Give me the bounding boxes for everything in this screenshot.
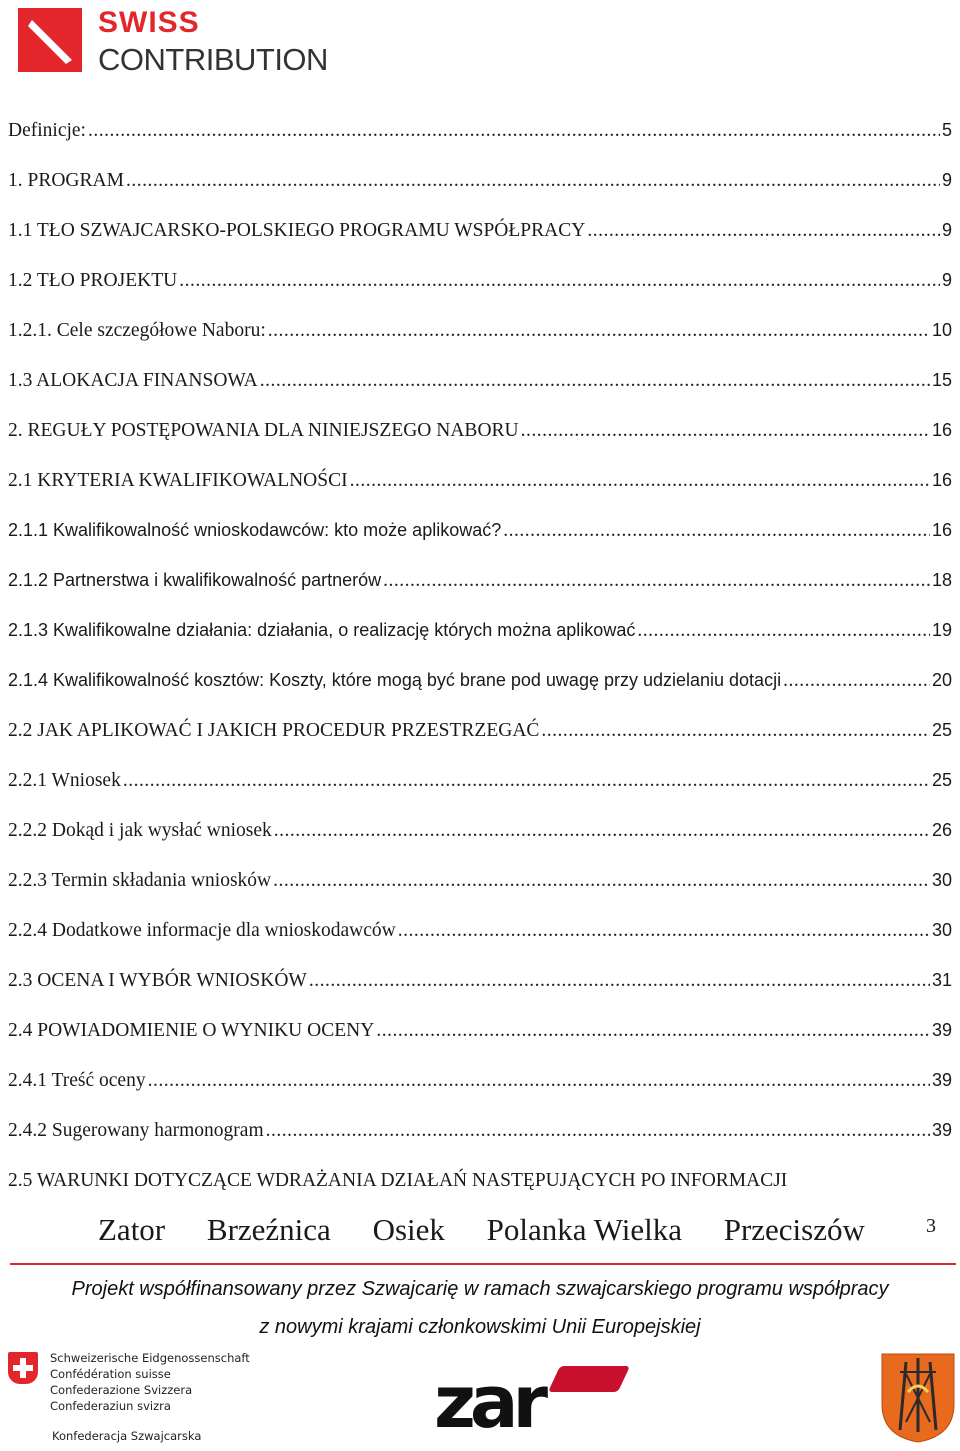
toc-entry-page: 39 <box>931 1020 952 1040</box>
toc-entry-title: 2.1.1 Kwalifikowalność wnioskodawców: kto może aplikować? <box>8 520 502 540</box>
toc-leader-dots <box>88 120 940 142</box>
toc-entry-title: 1.2.1. Cele szczegółowe Naboru: <box>8 320 266 341</box>
logo-text-contribution: CONTRIBUTION <box>98 42 328 77</box>
village-name: Brzeźnica <box>206 1212 331 1247</box>
toc-entry-page: 25 <box>931 720 952 740</box>
toc-leader-dots <box>309 970 930 992</box>
toc-entry[interactable] <box>8 670 952 700</box>
toc-entry-title: 1.2 TŁO PROJEKTU <box>8 270 178 291</box>
toc-entry-page: 30 <box>931 920 952 940</box>
toc-entry-page: 15 <box>931 370 952 390</box>
confederation-name: Confederazione Svizzera <box>50 1383 193 1397</box>
toc-entry-page: 39 <box>931 1070 952 1090</box>
toc-entry[interactable] <box>8 1070 952 1100</box>
toc-entry-page: 9 <box>941 220 952 240</box>
toc-entry-title: 2.4 POWIADOMIENIE O WYNIKU OCENY <box>8 1020 375 1041</box>
toc-leader-dots <box>541 720 930 742</box>
toc-leader-dots <box>126 170 940 192</box>
toc-entry-title: Definicje: <box>8 120 86 141</box>
toc-entry[interactable] <box>8 270 952 300</box>
toc-leader-dots <box>398 920 930 942</box>
swiss-flag-icon <box>18 8 82 72</box>
confederation-name: Schweizerische Eidgenossenschaft <box>50 1351 250 1365</box>
page-number: 3 <box>926 1215 936 1237</box>
villages-list <box>98 1212 899 1248</box>
toc-entry[interactable] <box>8 1120 952 1150</box>
toc-entry-page: 16 <box>931 470 952 490</box>
toc-entry-page: 16 <box>931 520 952 540</box>
village-name: Zator <box>98 1212 166 1247</box>
toc-leader-dots <box>350 470 930 492</box>
toc-entry-title: 2.4.2 Sugerowany harmonogram <box>8 1120 264 1141</box>
village-name: Osiek <box>372 1212 445 1247</box>
toc-leader-dots <box>383 570 930 592</box>
toc-entry-title: 2.1.4 Kwalifikowalność kosztów: Koszty, które mogą być brane pod uwagę przy udzielaniu dotacji <box>8 670 782 690</box>
toc-leader-dots <box>123 770 930 792</box>
toc-entry-title: 2.2.3 Termin składania wniosków <box>8 870 272 891</box>
toc-entry-page: 16 <box>931 420 952 440</box>
toc-entry[interactable] <box>8 170 952 200</box>
logo-text-swiss: SWISS <box>98 6 200 39</box>
toc-entry-page: 10 <box>931 320 952 340</box>
toc-entry-title: 2.2.2 Dokąd i jak wysłać wniosek <box>8 820 272 841</box>
toc-leader-dots <box>266 1120 930 1142</box>
toc-entry[interactable] <box>8 370 952 400</box>
cofunding-note-line1: Projekt współfinansowany przez Szwajcarię w ramach szwajcarskiego programu współpracy <box>71 1278 889 1300</box>
toc-entry-title: 2. REGUŁY POSTĘPOWANIA DLA NINIEJSZEGO NABORU <box>8 420 519 441</box>
toc-entry-title: 2.1.2 Partnerstwa i kwalifikowalność partnerów <box>8 570 382 590</box>
village-name: Polanka Wielka <box>486 1212 682 1247</box>
toc-entry[interactable] <box>8 520 952 550</box>
confederation-name: Confederaziun svizra <box>50 1399 171 1413</box>
toc-entry-title: 2.3 OCENA I WYBÓR WNIOSKÓW <box>8 970 307 991</box>
toc-leader-dots <box>179 270 940 292</box>
toc-entry[interactable] <box>8 420 952 450</box>
zar-logo <box>434 1360 542 1444</box>
toc-entry[interactable] <box>8 120 952 150</box>
cofunding-note-line2: z nowymi krajami członkowskimi Unii Europejskiej <box>259 1316 701 1338</box>
footer-divider <box>10 1263 956 1265</box>
coat-of-arms-icon <box>880 1352 956 1444</box>
toc-entry-page: 25 <box>931 770 952 790</box>
village-name: Przeciszów <box>723 1212 865 1247</box>
toc-entry-title: 2.1 KRYTERIA KWALIFIKOWALNOŚCI <box>8 470 348 491</box>
toc-entry-page: 31 <box>931 970 952 990</box>
toc-entry-title: 1.1 TŁO SZWAJCARSKO-POLSKIEGO PROGRAMU WSPÓŁPRACY <box>8 220 586 241</box>
toc-entry-title: 1.3 ALOKACJA FINANSOWA <box>8 370 258 391</box>
toc-entry-page: 18 <box>931 570 952 590</box>
toc-entry[interactable] <box>8 220 952 250</box>
toc-entry[interactable] <box>8 1170 952 1200</box>
toc-entry[interactable] <box>8 770 952 800</box>
toc-entry-title: 2.2.4 Dodatkowe informacje dla wnioskodawców <box>8 920 396 941</box>
toc-entry-page: 39 <box>931 1120 952 1140</box>
toc-leader-dots <box>268 320 930 342</box>
toc-entry[interactable] <box>8 620 952 650</box>
toc-entry[interactable] <box>8 820 952 850</box>
toc-leader-dots <box>637 620 930 642</box>
toc-leader-dots <box>783 670 930 692</box>
toc-leader-dots <box>274 820 930 842</box>
toc-entry-page: 9 <box>941 170 952 190</box>
toc-entry-page: 9 <box>941 270 952 290</box>
toc-entry[interactable] <box>8 1020 952 1050</box>
toc-leader-dots <box>503 520 930 542</box>
toc-leader-dots <box>376 1020 930 1042</box>
toc-entry-title: 2.4.1 Treść oceny <box>8 1070 146 1091</box>
toc-entry-title: 2.1.3 Kwalifikowalne działania: działania, o realizację których można aplikować <box>8 620 636 640</box>
toc-entry[interactable] <box>8 320 952 350</box>
toc-entry-page: 30 <box>931 870 952 890</box>
toc-entry[interactable] <box>8 720 952 750</box>
toc-leader-dots <box>587 220 940 242</box>
toc-entry-title: 2.2.1 Wniosek <box>8 770 121 791</box>
swiss-cross-icon <box>8 1352 38 1384</box>
toc-entry-page: 20 <box>931 670 952 690</box>
toc-entry[interactable] <box>8 970 952 1000</box>
toc-leader-dots <box>260 370 930 392</box>
toc-leader-dots <box>148 1070 930 1092</box>
toc-entry-page: 5 <box>941 120 952 140</box>
toc-entry[interactable] <box>8 920 952 950</box>
toc-leader-dots <box>273 870 930 892</box>
confederation-names <box>50 1350 250 1414</box>
zar-accent-mark <box>548 1366 630 1392</box>
toc-entry-page: 26 <box>931 820 952 840</box>
toc-entry-title: 2.5 WARUNKI DOTYCZĄCE WDRAŻANIA DZIAŁAŃ NASTĘPUJĄCYCH PO INFORMACJI <box>8 1170 788 1191</box>
toc-entry[interactable] <box>8 870 952 900</box>
toc-entry-title: 2.2 JAK APLIKOWAĆ I JAKICH PROCEDUR PRZESTRZEGAĆ <box>8 720 540 741</box>
toc-entry-title: 1. PROGRAM <box>8 170 124 191</box>
toc-entry-page: 19 <box>931 620 952 640</box>
toc-leader-dots <box>521 420 930 442</box>
confederation-polish-name: Konfederacja Szwajcarska <box>52 1429 202 1443</box>
toc-entry[interactable] <box>8 470 952 500</box>
zar-logo-text: zar <box>434 1360 542 1444</box>
toc-entry[interactable] <box>8 570 952 600</box>
confederation-name: Confédération suisse <box>50 1367 171 1381</box>
